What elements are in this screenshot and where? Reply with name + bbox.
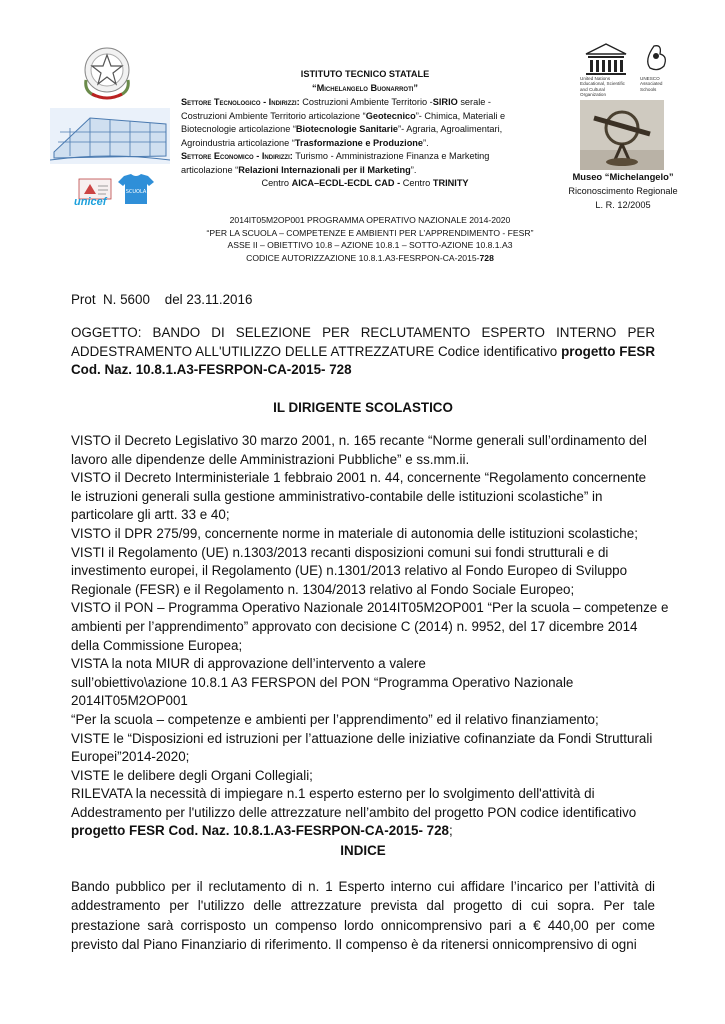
centro-certifications: Centro AICA–ECDL-ECDL CAD - Centro TRINITY (261, 178, 469, 188)
school-building-drawing (50, 108, 170, 164)
svg-text:SCUOLA: SCUOLA (125, 189, 147, 195)
italian-republic-emblem (76, 42, 138, 102)
dirigente-heading: IL DIRIGENTE SCOLASTICO (273, 400, 453, 415)
museum-instrument-photo (580, 100, 664, 170)
premesse-block: VISTO il Decreto Legislativo 30 marzo 2001, n. 165 recante “Norme generali sull’ordinamento del lavoro alle dipendenze delle Amministrazioni Pubbliche” e ss.mm.ii. VISTO il Decreto Interministeriale 1 febbraio 2001 n. 44, concernente “Regolamento concernente le istruzioni generali sulla gestione amministrativo-contabile delle istituzioni scolastiche” in particolare gli artt. 33 e 40; VISTO il DPR 275/99, concernente norme in materiale di autonomia delle istituzioni scolastiche; VISTI il Regolamento (UE) n.1303/2013 recanti disposizioni comuni sui fondi strutturali e di investimento europei, il Regolamento (UE) n.1301/2013 relativo al Fondo Europeo di Sviluppo Regionale (FESR) e il Regolamento n. 1304/2013 relativo al Fondo Sociale Europeo; VISTO il PON – Programma Operativo Nazionale 2014IT05M2OP001 “Per la scuola – competenze e ambienti per l’apprendimento” approvato con decisione C (2014) n. 9952, del 17 dicembre 2014 della Commissione Europea; VISTA la nota MIUR di approvazione dell’intervento a valere sull’obiettivo\azione 10.8.1 A3 FERSPON del PON “Programma Operativo Nazionale 2014IT05M2OP001 “Per la scuola – competenze e ambienti per l’apprendimento” ed il relativo finanziamento; VISTE le “Disposizioni ed istruzioni per l’attuazione delle iniziative cofinanziate da Fondi Strutturali Europei”2014-2020; VISTE le delibere degli Organi Collegiali; RILEVATA la necessità di impiegare n.1 esperto esterno per lo svolgimento dell'attività di Addestramento per l'utilizzo delle attrezzature nell’ambito del progetto PON codice identificativo progetto FESR Cod. Naz. 10.8.1.A3-FESRPON-CA-2015- 728; (71, 433, 669, 839)
programma-block: 2014IT05M2OP001 PROGRAMMA OPERATIVO NAZIONALE 2014-2020 “PER LA SCUOLA – COMPETENZE E AMBIENTI PER L’APPRENDIMENTO - FESR” ASSE II – OBIETTIVO 10.8 – AZIONE 10.8.1 – SOTTO-AZIONE 10.8.1.A3 CODICE AUTORIZZAZIONE 10.8.1.A3-FESRPON-CA-2015-728 (206, 215, 534, 263)
bando-paragraph: Bando pubblico per il reclutamento di n. 1 Esperto interno cui affidare l’incarico per l’attività di addestramento per l'utilizzo delle attrezzature prevista dal progetto di cui sopra. Per tale prestazione sarà corrisposto un compenso lordo onnicomprensivo pari a € 440,00 per come previsto dal Piano Finanziario di riferimento. Il compenso è da ritenersi onnicomprensivo di ogni (71, 879, 655, 953)
institute-title: ISTITUTO TECNICO STATALE (300, 69, 430, 79)
institute-name: “Michelangelo Buonarroti” (311, 83, 419, 93)
protocol-number: Prot N. 5600 del 23.11.2016 (71, 292, 253, 307)
settore-tecnologico: Settore Tecnologico - Indirizzi: Costruzioni Ambiente Territorio -SIRIO serale - Costruzioni Ambiente Territorio articolazione “Geotecnico”- Chimica, Materiali e Biotecnologie articolazione “Biotecnologie Sanitarie”- Agraria, Agroalimentari, Agroindustria articolazione “Trasformazione e Produzione”. (181, 97, 506, 148)
unicef-tshirt-logo (116, 172, 156, 206)
indice-heading: INDICE (340, 843, 386, 858)
unesco-caption: United Nations Educational, Scientific and Cultural Organization (580, 76, 625, 98)
settore-economico: Settore Economico - Indirizzi: Turismo - Amministrazione Finanza e Marketing articolazione “Relazioni Internazionali per il Marketing”. (181, 151, 490, 175)
unesco-schools-caption: UNESCO Associated Schools (640, 76, 663, 92)
museum-law-ref: L. R. 12/2005 (595, 200, 651, 210)
oggetto: OGGETTO: BANDO DI SELEZIONE PER RECLUTAMENTO ESPERTO INTERNO PER ADDESTRAMENTO ALL'UTILIZZO DELLE ATTREZZATURE Codice identificativo progetto FESR Cod. Naz. 10.8.1.A3-FESRPON-CA-2015- 728 (71, 325, 655, 378)
museum-recognition: Riconoscimento Regionale (568, 186, 678, 196)
museum-title: Museo “Michelangelo” (572, 171, 674, 182)
unicef-logo: unicef (74, 196, 107, 208)
